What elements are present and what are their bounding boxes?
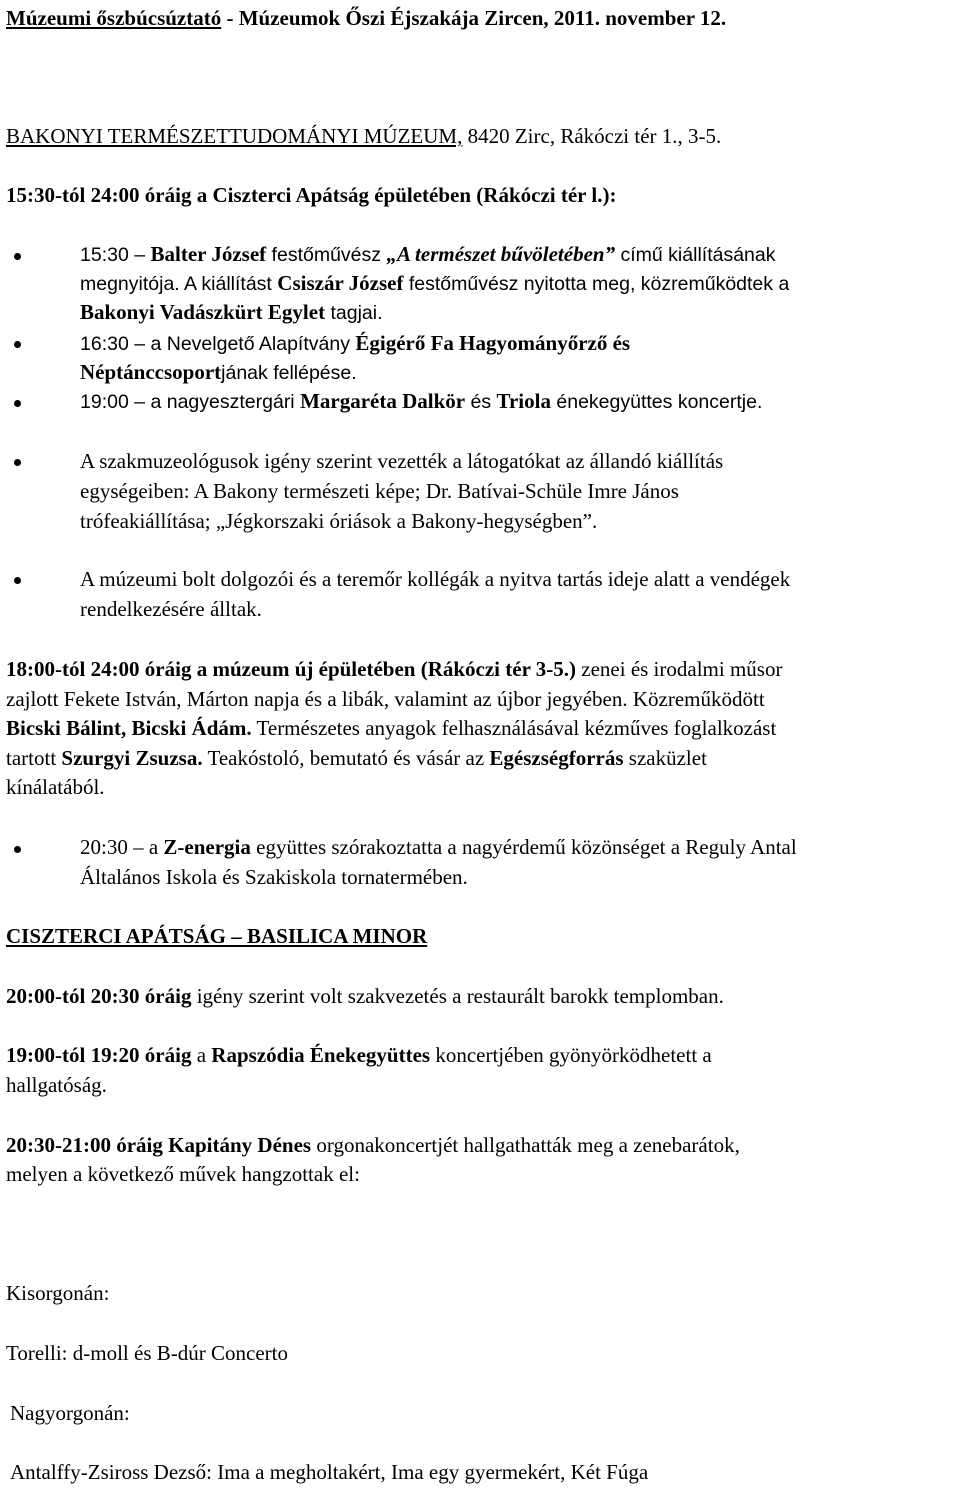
bullet6-line2: Általános Iskola és Szakiskola tornatermében.: [80, 865, 468, 889]
bullet2-name2: Néptánccsoport: [80, 360, 222, 384]
section2-bold3: Szurgyi Zsuzsa.: [61, 746, 203, 770]
page-title: [6, 4, 726, 34]
bullet1-group: Bakonyi Vadászkürt Egylet: [80, 300, 326, 324]
section2-line1: [6, 655, 782, 685]
bullet1-text2: című kiállításának: [615, 244, 776, 266]
section2-text5: Teakóstoló, bemutató és vásár az: [202, 746, 490, 770]
museum-address: 8420 Zirc, Rákóczi tér 1., 3-5.: [462, 124, 722, 148]
bullet2-text1: jának fellépése.: [221, 362, 357, 384]
bullet-dot: [14, 400, 21, 407]
bullet6-time: 20:30 – a: [80, 835, 164, 859]
bullet2-name: Égigérő Fa Hagyományőrző és: [355, 331, 631, 355]
bullet4-line3: trófeakiállítása; „Jégkorszaki óriások a Bakony-hegységben”.: [80, 509, 598, 533]
bullet1-time: 15:30 –: [80, 244, 151, 266]
bullet2-time: 16:30 – a Nevelgető Alapítvány: [80, 333, 356, 355]
bullet2-line2: [80, 358, 357, 389]
bullet-dot: [14, 459, 21, 466]
p2-bold2: Rapszódia Énekegyüttes: [211, 1043, 431, 1067]
bullet6-line1: [80, 833, 797, 863]
bullet4-line1: A szakmuzeológusok igény szerint vezették a látogatókat az állandó kiállítás: [80, 449, 724, 473]
bullet-dot: [14, 577, 21, 584]
bullet5-line1: A múzeumi bolt dolgozói és a teremőr kollégák a nyitva tartás ideje alatt a vendégek: [80, 567, 791, 591]
section2-line5: kínálatából.: [6, 775, 105, 799]
bullet6-name: Z-energia: [163, 835, 251, 859]
bullet-dot: [14, 341, 21, 348]
p3-text1: orgonakoncertjét hallgathatták meg a zenebarátok,: [311, 1133, 740, 1157]
bullet3-name2: Triola: [496, 389, 551, 413]
p1-text: igény szerint volt szakvezetés a restaurált barokk templomban.: [191, 984, 724, 1008]
p2-line1: [6, 1041, 712, 1071]
bullet1-line2: [80, 269, 789, 300]
p3-bold: 20:30-21:00 óráig Kapitány Dénes: [6, 1133, 312, 1157]
bullet1-name2: Csiszár József: [277, 271, 404, 295]
p2-bold1: 19:00-tól 19:20 óráig: [6, 1043, 192, 1067]
section2-text6: szaküzlet: [623, 746, 707, 770]
bullet1-text1: festőművész: [266, 244, 387, 266]
bullet1-line3: [80, 298, 383, 329]
section2-bold4: Egészségforrás: [489, 746, 624, 770]
bullet3-name: Margaréta Dalkör: [300, 389, 466, 413]
museum-name: BAKONYI TERMÉSZETTUDOMÁNYI MÚZEUM,: [6, 124, 463, 148]
bullet1-line1: [80, 240, 776, 271]
section2-line4: [6, 744, 707, 774]
bullet1-text3: megnyitója. A kiállítást: [80, 273, 278, 295]
bullet3-text2: énekegyüttes koncertje.: [550, 391, 763, 413]
section1-heading: 15:30-tól 24:00 óráig a Ciszterci Apátság épületében (Rákóczi tér l.):: [6, 183, 617, 207]
bullet1-name: Balter József: [150, 242, 267, 266]
nagyorgonan-label: Nagyorgonán:: [10, 1401, 130, 1425]
title-part2: - Múzeumok Őszi Éjszakája Zircen, 2011. november 12.: [221, 6, 727, 30]
museum-line: [6, 122, 721, 152]
section2-text1: zenei és irodalmi műsor: [576, 657, 783, 681]
bullet3-time: 19:00 – a nagyesztergári: [80, 391, 301, 413]
bullet2-line1: [80, 329, 630, 360]
bullet5-line2: rendelkezésére álltak.: [80, 597, 262, 621]
title-part1: Múzeumi őszbúcsúztató: [6, 6, 222, 30]
p2-text1: a: [191, 1043, 212, 1067]
bullet3-text1: és: [465, 391, 497, 413]
bullet6-text1: együttes szórakoztatta a nagyérdemű közönséget a Reguly Antal: [250, 835, 797, 859]
section2-line2: zajlott Fekete István, Márton napja és a libák, valamint az újbor jegyében. Közreműködött: [6, 687, 765, 711]
bullet-dot: [14, 846, 21, 853]
kisorgonan-label: Kisorgonán:: [6, 1281, 110, 1305]
section2-bold1: 18:00-tól 24:00 óráig a múzeum új épületében (Rákóczi tér 3-5.): [6, 657, 577, 681]
p2-line2: hallgatóság.: [6, 1073, 107, 1097]
p3-line2: melyen a következő művek hangzottak el:: [6, 1162, 360, 1186]
bullet1-text4: festőművész nyitotta meg, közreműködtek a: [403, 273, 790, 295]
bullet1-text5: tagjai.: [325, 302, 383, 324]
section2-text3: Természetes anyagok felhasználásával kézműves foglalkozást: [251, 716, 777, 740]
section2-text4: tartott: [6, 746, 62, 770]
p1-line: [6, 982, 724, 1012]
p3-line1: [6, 1131, 740, 1161]
antalffy-line: Antalffy-Zsiross Dezső: Ima a megholtakért, Ima egy gyermekért, Két Fúga: [10, 1460, 649, 1484]
section2-bold2: Bicski Bálint, Bicski Ádám.: [6, 716, 252, 740]
section2-line3: [6, 714, 776, 744]
bullet3-line: [80, 387, 762, 418]
p1-bold: 20:00-tól 20:30 óráig: [6, 984, 192, 1008]
bullet1-title: „A természet bűvöletében”: [386, 242, 616, 266]
bullet-dot: [14, 253, 21, 260]
bullet4-line2: egységeiben: A Bakony természeti képe; Dr. Batívai-Schüle Imre János: [80, 479, 679, 503]
basilica-heading: CISZTERCI APÁTSÁG – BASILICA MINOR: [6, 924, 428, 948]
torelli-line: Torelli: d-moll és B-dúr Concerto: [6, 1341, 288, 1365]
p2-text2: koncertjében gyönyörködhetett a: [430, 1043, 712, 1067]
